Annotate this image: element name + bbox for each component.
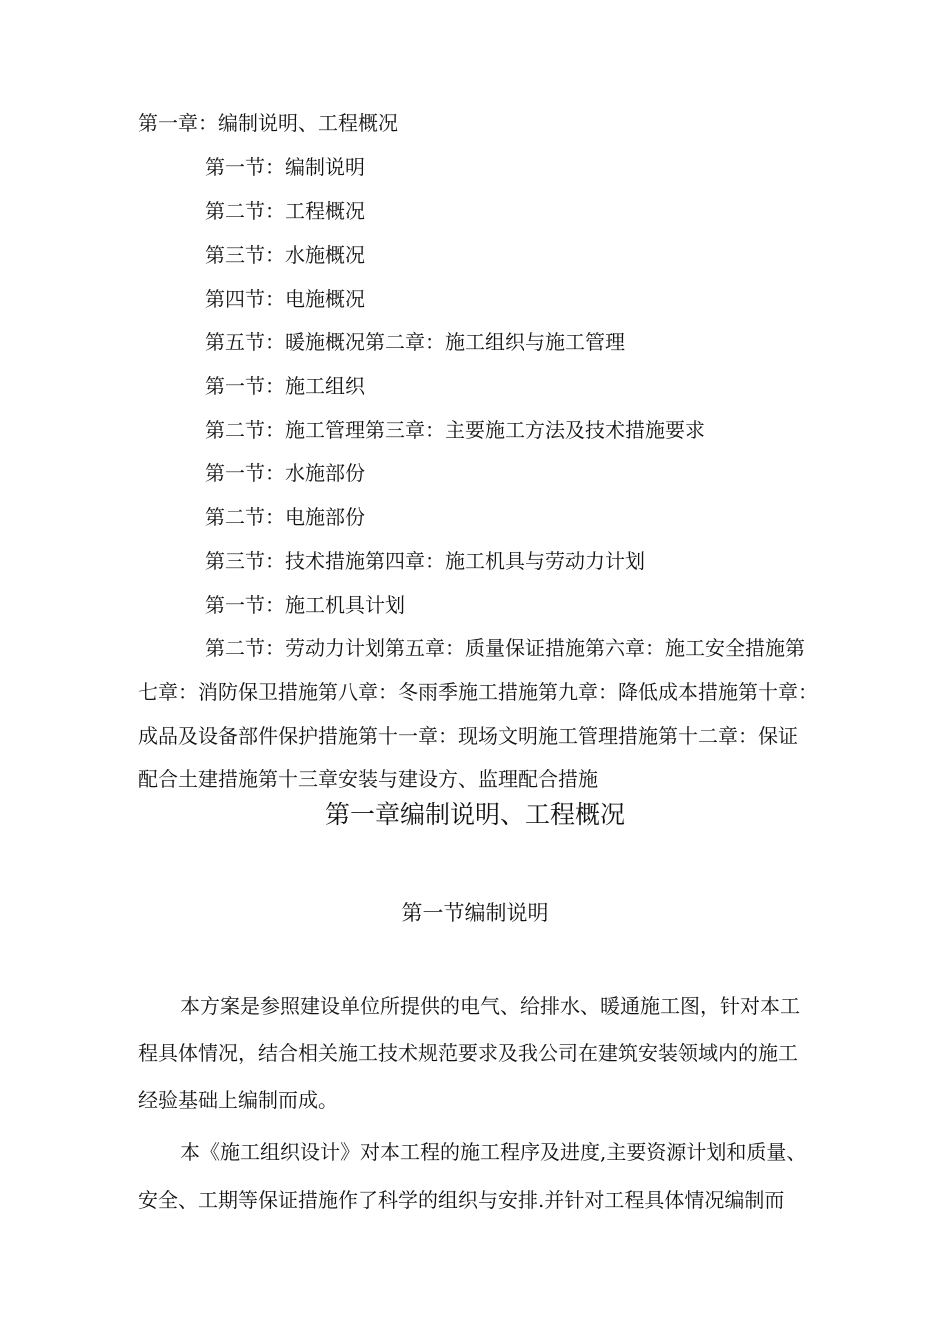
toc-line: 第一节：水施部份	[205, 461, 365, 485]
paragraph-line: 经验基础上编制而成。	[138, 1088, 338, 1112]
toc-line: 第二节：工程概况	[205, 199, 365, 223]
paragraph-line: 安全、工期等保证措施作了科学的组织与安排.并针对工程具体情况编制而	[138, 1188, 785, 1212]
toc-line: 第一节：施工机具计划	[205, 593, 405, 617]
paragraph-line: 本《施工组织设计》对本工程的施工程序及进度,主要资源计划和质量、	[180, 1140, 807, 1164]
toc-line: 第三节：水施概况	[205, 243, 365, 267]
chapter-title: 第一章编制说明、工程概况	[324, 800, 625, 829]
toc-line: 第二节：电施部份	[205, 505, 365, 529]
toc-line: 第一节：施工组织	[205, 374, 365, 398]
paragraph-line: 本方案是参照建设单位所提供的电气、给排水、暖通施工图，针对本工	[180, 994, 800, 1018]
toc-line: 成品及设备部件保护措施第十一章：现场文明施工管理措施第十二章：保证	[138, 724, 798, 748]
toc-line: 第五节：暖施概况第二章：施工组织与施工管理	[205, 330, 625, 354]
paragraph-line: 程具体情况，结合相关施工技术规范要求及我公司在建筑安装领域内的施工	[138, 1041, 798, 1065]
section-title: 第一节编制说明	[401, 901, 549, 925]
toc-line: 配合土建措施第十三章安装与建设方、监理配合措施	[138, 767, 598, 791]
toc-line: 七章：消防保卫措施第八章：冬雨季施工措施第九章：降低成本措施第十章：	[138, 680, 818, 704]
toc-line: 第一节：编制说明	[205, 155, 365, 179]
toc-line: 第一章：编制说明、工程概况	[138, 111, 398, 135]
toc-line: 第二节：施工管理第三章：主要施工方法及技术措施要求	[205, 418, 705, 442]
toc-line: 第四节：电施概况	[205, 287, 365, 311]
toc-line: 第三节：技术措施第四章：施工机具与劳动力计划	[205, 549, 645, 573]
toc-line: 第二节：劳动力计划第五章：质量保证措施第六章：施工安全措施第	[205, 636, 805, 660]
